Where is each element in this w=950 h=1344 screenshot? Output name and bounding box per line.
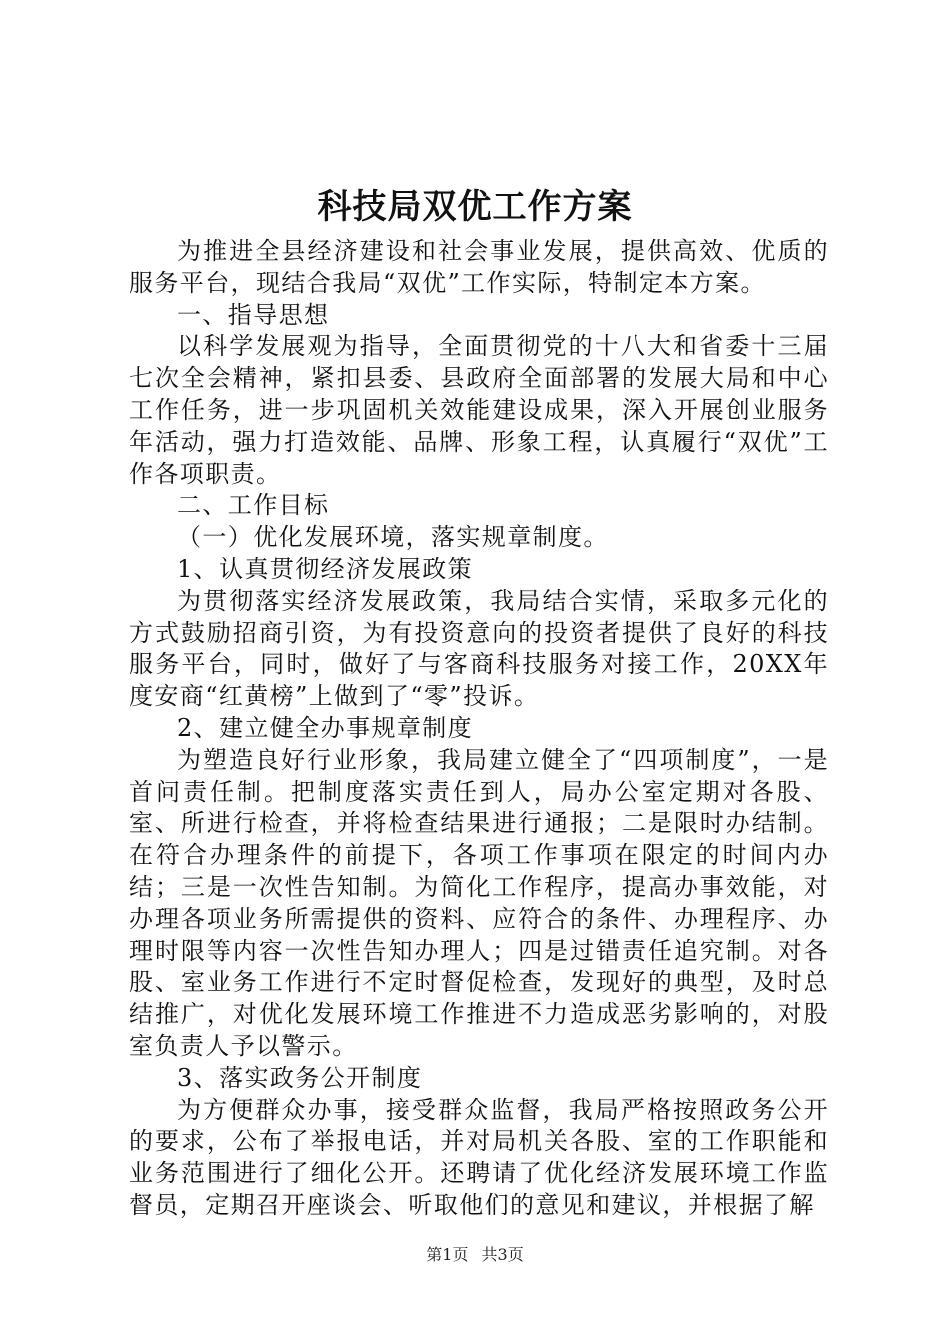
page-footer: [0, 1244, 950, 1266]
item-heading-economic-policy: 1、认真贯彻经济发展政策: [177, 554, 474, 583]
item-heading-transparency: 3、落实政务公开制度: [177, 1063, 423, 1092]
document-body: [129, 236, 829, 1222]
section-heading-guiding-ideology: 一、指导思想: [177, 300, 330, 329]
paragraph-rules: 为塑造良好行业形象，我局建立健全了“四项制度”，一是首问责任制。把制度落实责任到人，局办公室定期对各股、室、所进行检查，并将检查结果进行通报；二是限时办结制。在符合办理条件的前提下，各项工作事项在限定的时间内办结；三是一次性告知制。为简化工作程序，提高办事效能，对办理各项业务所需提供的资料、应符合的条件、办理程序、办理时限等内容一次性告知办理人；四是过错责任追究制。对各股、室业务工作进行不定时督促检查，发现好的典型，及时总结推广，对优化发展环境工作推进不力造成恶劣影响的，对股室负责人予以警示。: [129, 745, 829, 1060]
document-title: 科技局双优工作方案: [317, 187, 633, 227]
item-heading-rules: 2、建立健全办事规章制度: [177, 713, 474, 742]
paragraph-guiding-ideology: 以科学发展观为指导，全面贯彻党的十八大和省委十三届七次全会精神，紧扣县委、县政府全面部署的发展大局和中心工作任务，进一步巩固机关效能建设成果，深入开展创业服务年活动，强力打造效能、品牌、形象工程，认真履行“双优”工作各项职责。: [129, 332, 829, 488]
section-heading-work-goals: 二、工作目标: [177, 491, 330, 520]
paragraph-intro: 为推进全县经济建设和社会事业发展，提供高效、优质的服务平台，现结合我局“双优”工作实际，特制定本方案。: [129, 237, 829, 297]
paragraph-economic-policy: 为贯彻落实经济发展政策，我局结合实情，采取多元化的方式鼓励招商引资，为有投资意向的投资者提供了良好的科技服务平台，同时，做好了与客商科技服务对接工作，20XX年度安商“红黄榜”上做到了“零”投诉。: [129, 586, 829, 711]
page-total: 共3页: [481, 1245, 524, 1264]
subsection-heading-environment: （一）优化发展环境，落实规章制度。: [177, 523, 609, 552]
paragraph-transparency: 为方便群众办事，接受群众监督，我局严格按照政务公开的要求，公布了举报电话，并对局机关各股、室的工作职能和业务范围进行了细化公开。还聘请了优化经济发展环境工作监督员，定期召开座谈会、听取他们的意见和建议，并根据了解: [129, 1095, 829, 1219]
page-number: 第1页: [426, 1245, 469, 1264]
